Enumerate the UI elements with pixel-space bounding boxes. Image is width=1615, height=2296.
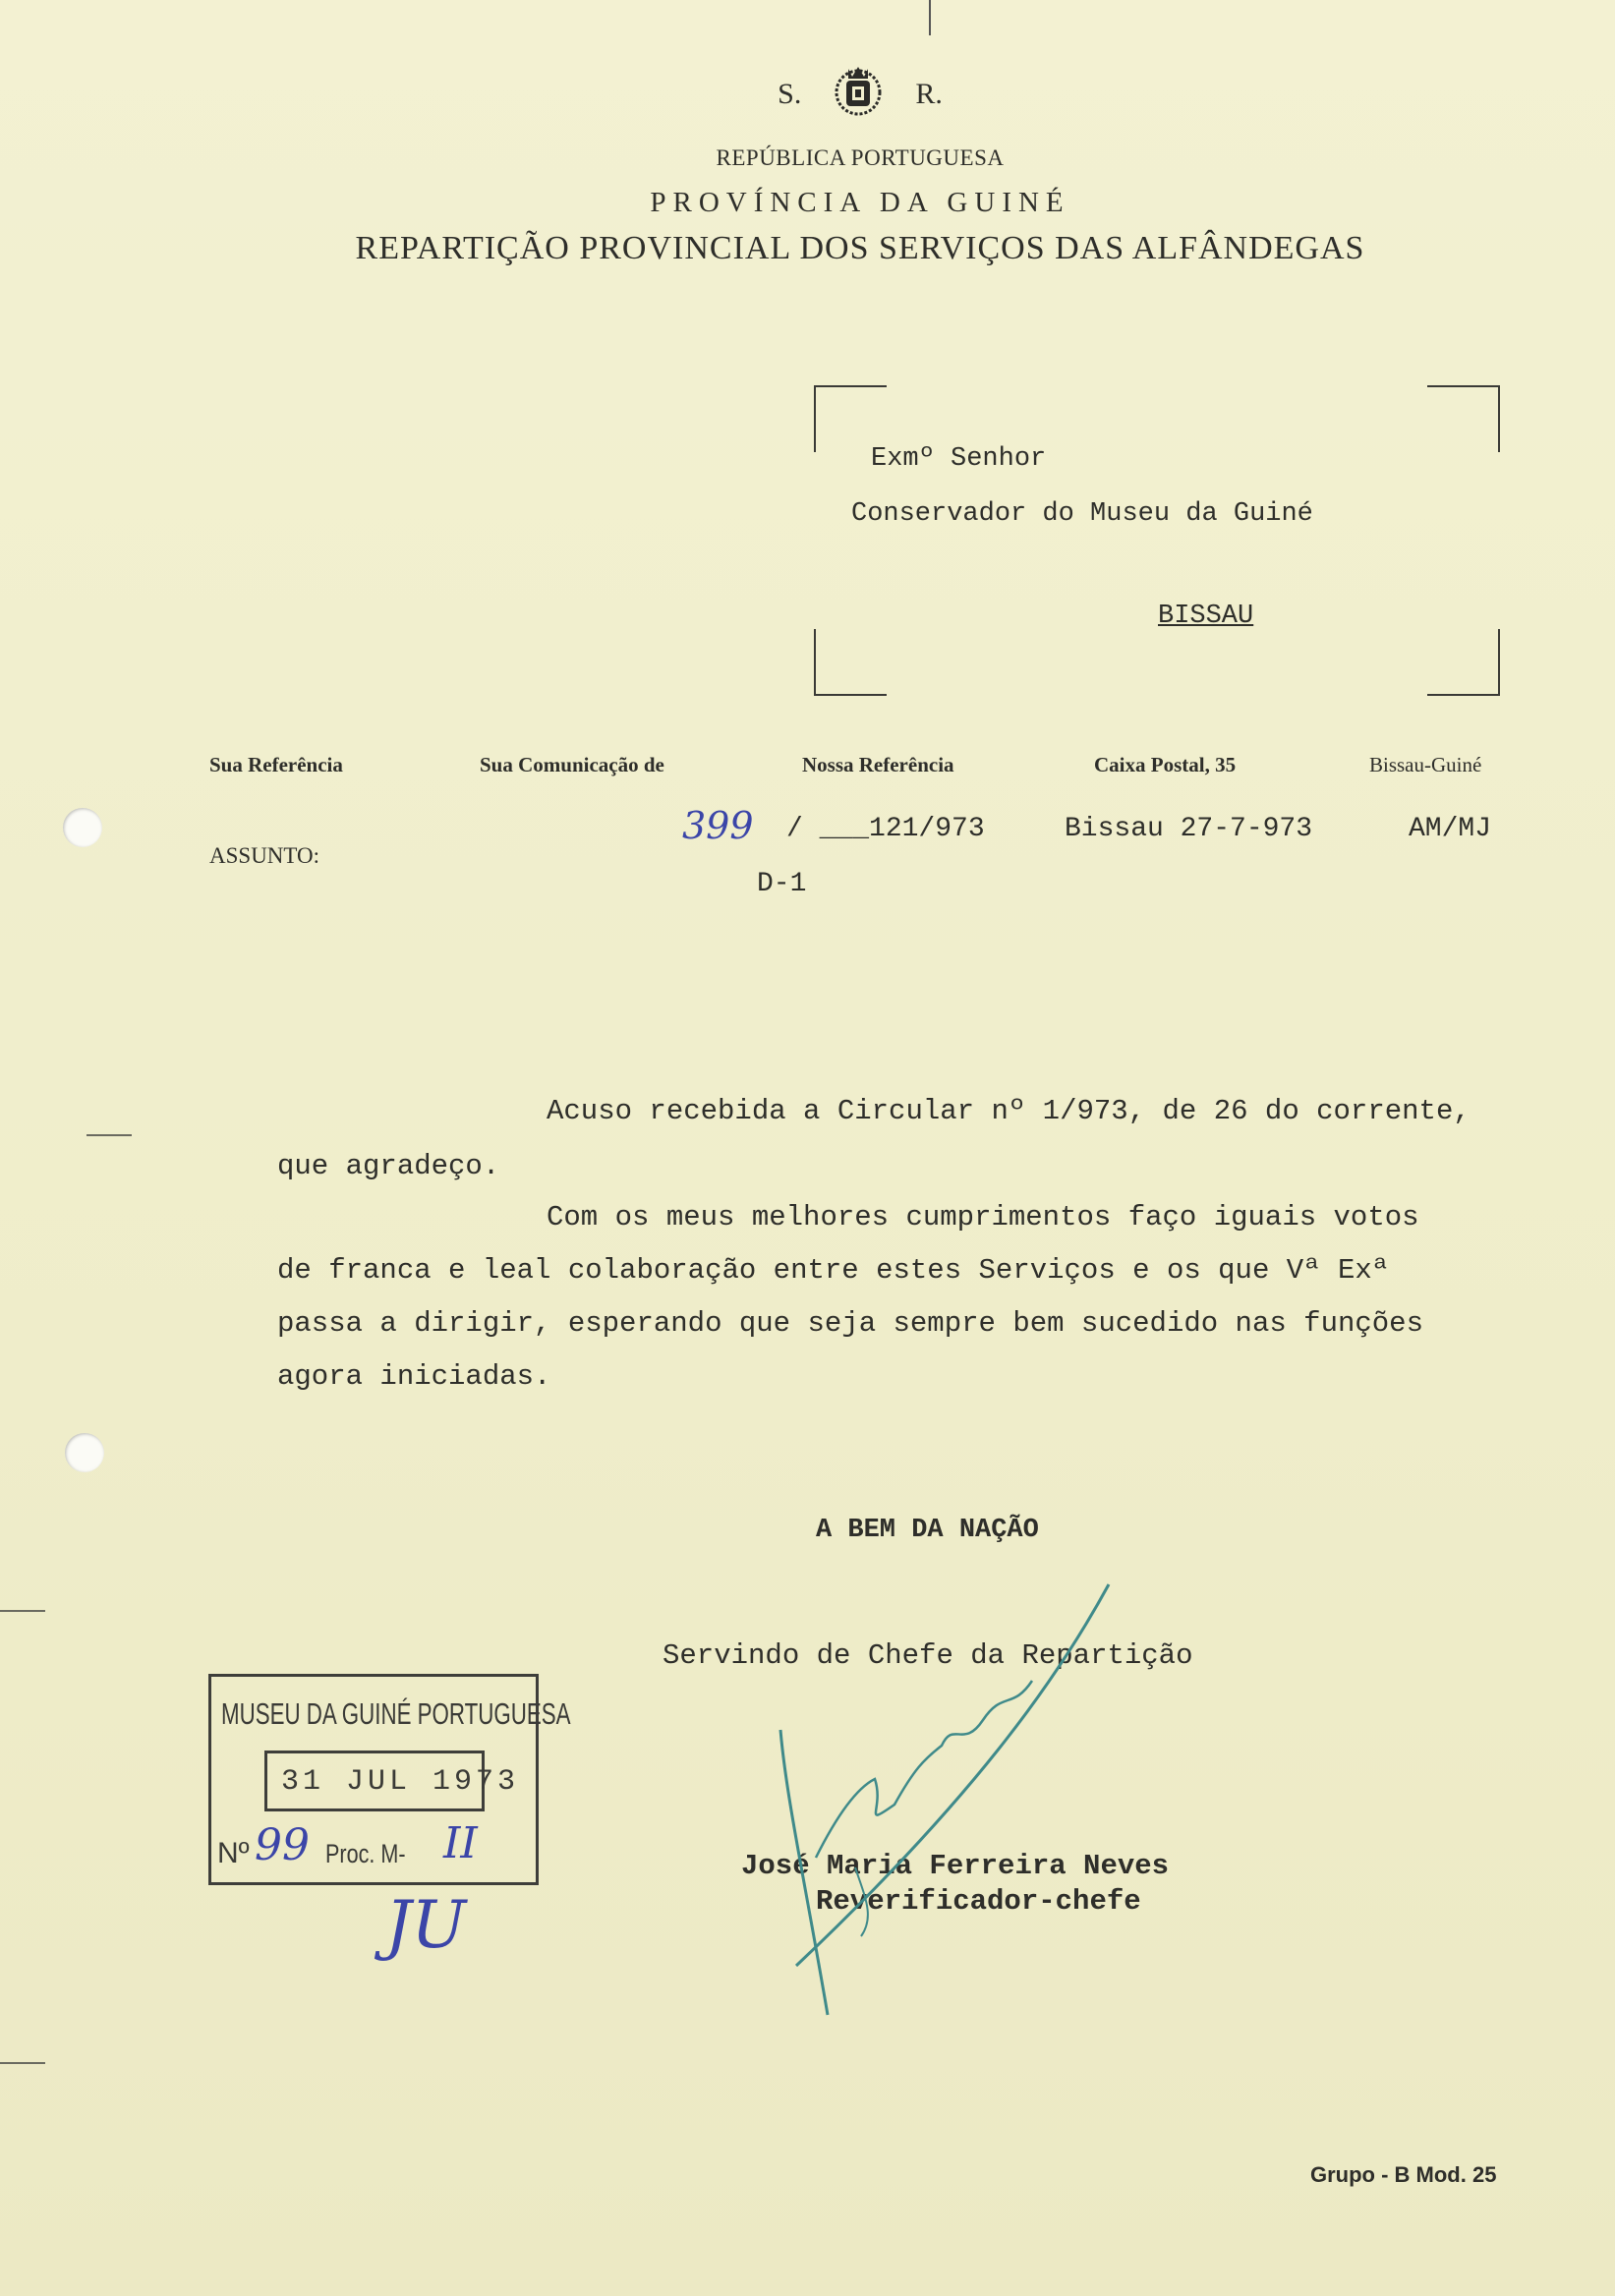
- label-bissau-guine: Bissau-Guiné: [1369, 753, 1482, 776]
- handwritten-reference-number: 399: [682, 804, 754, 847]
- stamp-number-value: 99: [255, 1820, 310, 1870]
- margin-tick-2: [0, 1610, 45, 1612]
- body-line-6: agora iniciadas.: [277, 1360, 551, 1393]
- label-caixa-postal: Caixa Postal, 35: [1094, 753, 1237, 776]
- signatory-name: José Maria Ferreira Neves: [741, 1850, 1170, 1882]
- stamp-date: 31 JUL 1973: [281, 1765, 520, 1799]
- recipient-title: Conservador do Museu da Guiné: [851, 499, 1313, 529]
- margin-tick-1: [87, 1134, 132, 1136]
- signatory-role: Servindo de Chefe da Repartição: [663, 1639, 1193, 1672]
- closing-motto: A BEM DA NAÇÃO: [816, 1516, 1039, 1545]
- typist-initials: AM/MJ: [1409, 814, 1492, 844]
- department-heading: REPARTIÇÃO PROVINCIAL DOS SERVIÇOS DAS ALFÂNDEGAS: [355, 230, 1365, 266]
- signatory-position: Reverificador-chefe: [816, 1885, 1141, 1918]
- address-corner-bottom-right: [1427, 629, 1500, 696]
- place-and-date: Bissau 27-7-973: [1065, 814, 1313, 844]
- crest-letter-s: S.: [778, 78, 802, 110]
- body-line-1: Acuso recebida a Circular nº 1/973, de 26 do corrente,: [547, 1095, 1471, 1127]
- republic-heading: REPÚBLICA PORTUGUESA: [716, 145, 1005, 170]
- body-line-4: de franca e leal colaboração entre estes Serviços e os que Vª Exª: [277, 1254, 1390, 1287]
- section-code: D-1: [757, 869, 807, 899]
- body-line-2: que agradeço.: [277, 1150, 500, 1182]
- coat-of-arms-icon: [831, 61, 886, 128]
- stamp-date-box: [264, 1751, 520, 1811]
- crest-letter-r: R.: [915, 78, 943, 110]
- label-sua-referencia: Sua Referência: [209, 753, 343, 776]
- handwritten-signature: [767, 1573, 1140, 2025]
- punch-hole-top: [63, 808, 102, 847]
- punch-hole-bottom: [65, 1433, 104, 1472]
- crest-row: [0, 61, 1615, 128]
- margin-tick-3: [0, 2062, 45, 2064]
- recipient-salutation: Exmº Senhor: [871, 444, 1047, 474]
- assunto-label: ASSUNTO:: [209, 843, 320, 868]
- form-code: Grupo - B Mod. 25: [1310, 2162, 1497, 2187]
- museum-receipt-stamp: [208, 1674, 571, 1885]
- stamp-number-label: Nº: [217, 1837, 250, 1869]
- address-corner-top-right: [1427, 385, 1500, 452]
- province-heading: PROVÍNCIA DA GUINÉ: [650, 187, 1070, 218]
- fold-mark: [929, 0, 931, 35]
- address-corner-bottom-left: [814, 629, 887, 696]
- stamp-proc-label: Proc. M-: [325, 1839, 406, 1868]
- stamp-handwritten-annotation: JU: [385, 1887, 467, 1963]
- stamp-proc-value: II: [443, 1818, 478, 1868]
- body-line-3: Com os meus melhores cumprimentos faço iguais votos: [547, 1201, 1419, 1234]
- label-sua-comunicacao: Sua Comunicação de: [480, 753, 664, 776]
- typed-reference: / ___121/973: [786, 814, 985, 844]
- label-nossa-referencia: Nossa Referência: [802, 753, 954, 776]
- stamp-title: MUSEU DA GUINÉ PORTUGUESA: [221, 1696, 571, 1731]
- body-line-5: passa a dirigir, esperando que seja sempre bem sucedido nas funções: [277, 1307, 1423, 1340]
- address-corner-top-left: [814, 385, 887, 452]
- recipient-city: BISSAU: [1158, 602, 1254, 631]
